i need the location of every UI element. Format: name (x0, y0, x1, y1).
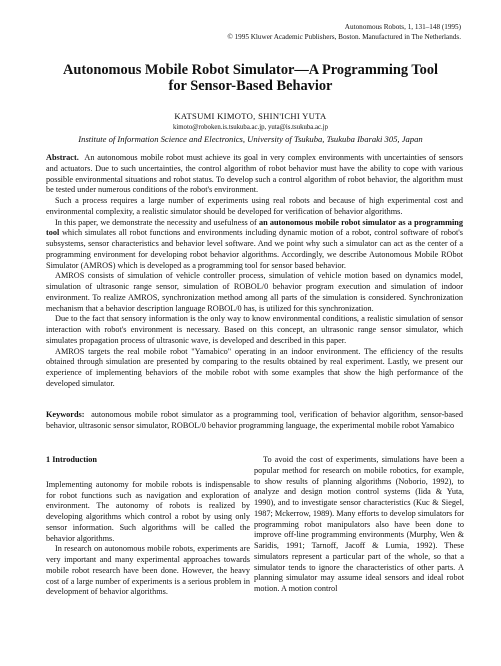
abstract (46, 153, 463, 390)
abstract-paragraph: AMROS targets the real mobile robot "Yamabico" operating in an indoor environment. The efficiency of the results obtained through simulation are presented by comparing to the results obtained by real experiment. Lastly, we present our experience of implementing behaviors of the mobile robot with some examples that show the high performance of the developed simulator. (46, 346, 463, 388)
journal-header (227, 22, 461, 42)
abstract-text: In this paper, we demonstrate the necessity and usefulness of (55, 217, 259, 227)
abstract-emphasis: an autonomous mobile robot simulator as a programming tool (46, 217, 463, 238)
abstract-paragraph (46, 153, 463, 196)
author-emails: kimoto@roboken.is.tsukuba.ac.jp, yuta@is.tsukuba.ac.jp (172, 124, 329, 131)
abstract-paragraph (46, 218, 463, 272)
abstract-text: An autonomous mobile robot must achieve its goal in very complex environments with uncertainties of sensors and actuators. Due to such uncertainties, the control algorithm of robot behavior must have the ability to cope with various possible environmental situations and robot status. To develop such a control algorithm of robot behavior, the algorithm must be tested under numerous conditions of the robot's environment. (46, 153, 463, 195)
body-paragraph: To avoid the cost of experiments, simulations have been a popular method for research on mobile robotics, for example, to show results of planning algorithms (Noborio, 1992), to analyze and design motion control systems (Iida & Yuta, 1990), and to investigate sensor characteristics (Kuc & Siegel, 1987; Mckerrow, 1989). Many efforts to develop simulators for programming robot manipulators also have been done to improve off-line programming environments (Murphy, Wen & Saridis, 1991; Tarnoff, Jacoff & Lumia, 1992). These simulators represent a particular part of the whole, so that a simulator tends to ignore the characteristics of other parts. A planning simulator may assume ideal sensors and ideal robot motion. A motion control (254, 455, 464, 593)
right-column (254, 455, 464, 595)
copyright-line: © 1995 Kluwer Academic Publishers, Boston. Manufactured in The Netherlands. (227, 33, 461, 41)
keywords-text: autonomous mobile robot simulator as a programming tool, verification of behavior algorithm, sensor-based behavior, ultrasonic sensor simulator, ROBOL/0 behavior programming language, the experimental mobile robot Yamabico (46, 410, 463, 430)
abstract-text: which simulates all robot functions and environments including dynamic motion of a robot, control software of robot's subsystems, sensor characteristics and behavior level software. And we point why such a simulator can act as the center of a programming environment for developing robot behavior algorithms. Accordingly, we describe Autonomous Mobile RObot Simulator (AMROS) which is developed as a programming tool for sensor based behavior. (46, 228, 463, 270)
abstract-label: Abstract. (46, 153, 79, 162)
keywords (46, 410, 463, 432)
keywords-label: Keywords: (46, 410, 85, 419)
body-paragraph: In research on autonomous mobile robots, experiments are very important and many experimental approaches towards mobile robot research have been done. However, the heavy cost of a large number of experiments is a serious problem in development of behavior algorithms. (46, 544, 250, 597)
abstract-paragraph: Such a process requires a large number of experiments using real robots and because of high experimental cost and environmental complexity, a realistic simulator should be developed for verification of behavior algorithms. (46, 196, 463, 216)
affiliation: Institute of Information Science and Electronics, University of Tsukuba, Tsukuba Ibaraki 305, Japan (78, 134, 423, 144)
title-line-1: Autonomous Mobile Robot Simulator—A Programming Tool (62, 62, 439, 78)
journal-citation: Autonomous Robots, 1, 131–148 (1995) (344, 23, 461, 31)
authors: KATSUMI KIMOTO, SHIN'ICHI YUTA (174, 111, 327, 121)
title-line-2: for Sensor-Based Behavior (168, 78, 333, 94)
body-paragraph: Implementing autonomy for mobile robots is indispensable for robot functions such as navigation and exploration of environment. The autonomy of robots is realized by developing algorithms which control a robot by using only sensor information. Such algorithms will be called the behavior algorithms. (46, 479, 250, 543)
abstract-paragraph: Due to the fact that sensory information is the only way to know environmental conditions, a realistic simulation of sensor interaction with robot's environment is necessary. Based on this concept, an ultrasonic range sensor simulator, which simulates propagation process of ultrasonic wave, is developed and described in this paper. (46, 314, 463, 345)
paper-title (0, 62, 501, 94)
left-column (46, 455, 250, 598)
section-heading: 1 Introduction (46, 455, 97, 464)
abstract-paragraph: AMROS consists of simulation of vehicle controller process, simulation of vehicle motion based on dynamics model, simulation of ultrasonic range sensor, simulation of ROBOL/0 behavior program execution and simulation of indoor environment. To realize AMROS, synchronization method among all parts of the simulation is considered. Synchronization mechanism that a behavior description language ROBOL/0 has, is utilized for this synchronization. (46, 271, 463, 313)
